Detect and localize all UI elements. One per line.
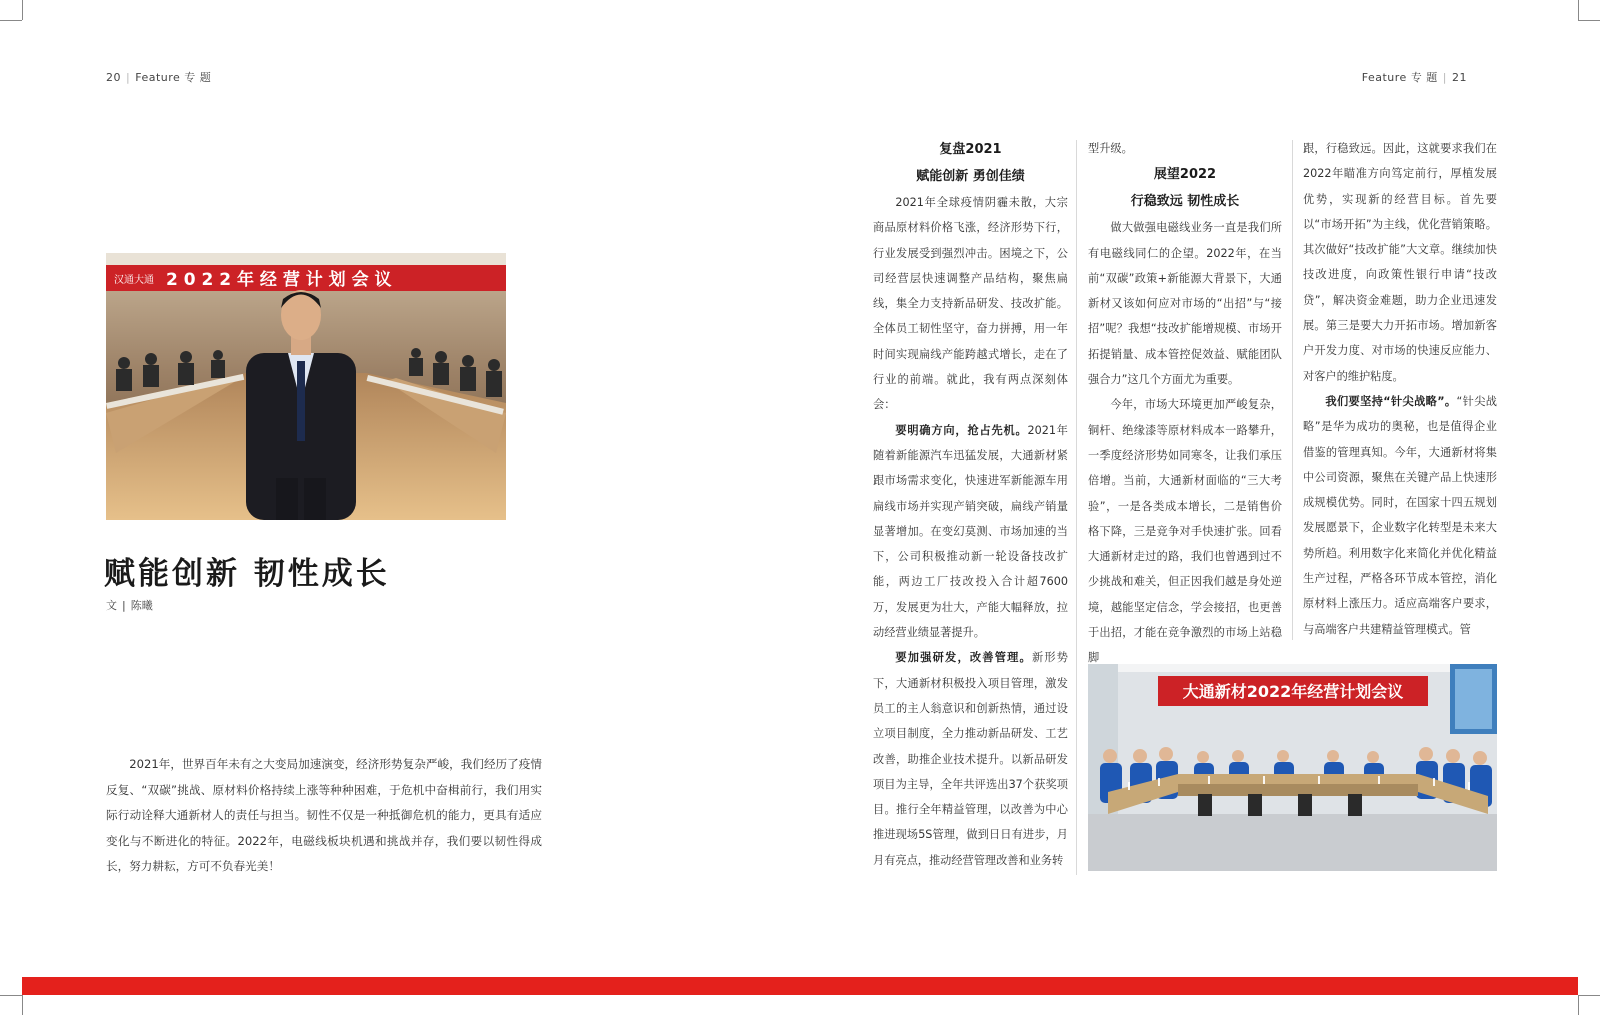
page-number: 20 — [106, 71, 121, 84]
column-rule — [1292, 140, 1293, 640]
section-label: Feature 专 题 — [135, 71, 212, 84]
crop-mark — [1578, 0, 1579, 20]
section-subheading: 赋能创新 勇创佳绩 — [916, 169, 1025, 184]
meeting-photo-illustration — [1088, 664, 1497, 871]
section-heading: 复盘2021 — [939, 142, 1002, 157]
intro-paragraph: 2021年，世界百年未有之大变局加速演变，经济形势复杂严峻，我们经历了疫情反复、“双碳”挑战、原材料价格持续上涨等种种困难，于危机中奋楫前行，我们用实际行动诠释大通新材人的责任与担当。韧性不仅是一种抵御危机的能力，更具有适应变化与不断进化的特征。2022年，电磁线板块机遇和挑战并存，我们要以韧性得成长，努力耕耘，方可不负春光美！ — [106, 757, 542, 874]
body-paragraph: 做大做强电磁线业务一直是我们所有电磁线同仁的企望。2022年，在当前“双碳”政策+新能源大背景下，大通新材又该如何应对市场的“出招”与“接招”呢？我想“技改扩能增规模、市场开拓提销量、成本管控促效益、赋能团队强合力”这几个方面尤为重要。 — [1088, 221, 1282, 387]
speaker-photo-illustration — [106, 253, 506, 520]
paragraph-text: 新形势下，大通新材积极投入项目管理，激发员工的主人翁意识和创新热情，通过设立项目制度，全力推动新品研发、工艺改善，助推企业技术提升。以新品研发项目为主导，全年共评选出37个获奖项目。推行全年精益管理，以改善为中心推进现场5S管理，做到日日有进步，月月有亮点，推动经营管理改善和业务转 — [873, 651, 1068, 867]
paragraph-lead: 要明确方向，抢占先机。 — [895, 423, 1028, 437]
crop-mark — [1578, 995, 1579, 1015]
body-continuation: 跟，行稳致远。因此，这就要求我们在2022年瞄准方向笃定前行，厚植发展优势，实现新的经营目标。首先要以“市场开拓”为主线，优化营销策略。其次做好“技改扩能”大文章。继续加快技改进度，向政策性银行申请“技改贷”，解决资金难题，助力企业迅速发展。第三是要大力开拓市场。增加新客户开发力度、对市场的快速反应能力、对客户的维护粘度。 — [1303, 142, 1497, 383]
divider: | — [122, 599, 126, 612]
paragraph-lead: 我们要坚持“针尖战略”。 — [1325, 394, 1457, 408]
paragraph-text: 2021年随着新能源汽车迅猛发展，大通新材紧跟市场需求变化，快速进军新能源车用扁线市场并实现产销突破，扁线产销量显著增加。在变幻莫测、市场加速的当下，公司积极推动新一轮设备技改扩能，两边工厂技改投入合计超7600万，发展更为壮大，产能大幅释放，拉动经营业绩显著提升。 — [873, 423, 1068, 640]
body-paragraph — [1303, 389, 1497, 642]
article-title: 赋能创新 韧性成长 — [104, 556, 390, 592]
body-paragraph: 2021年全球疫情阴霾未散，大宗商品原材料价格飞涨，经济形势下行，行业发展受到强烈冲击。困境之下，公司经营层快速调整产品结构，聚焦扁线，集全力支持新品研发、技改扩能。全体员工韧性坚守，奋力拼搏，用一年时间实现扁线产能跨越式增长，走在了行业的前端。就此，我有两点深刻体会： — [873, 196, 1068, 412]
byline-prefix: 文 — [106, 599, 117, 612]
crop-mark — [0, 995, 22, 996]
running-head-right — [1362, 69, 1467, 85]
speaker-photo — [106, 253, 506, 520]
body-paragraph — [873, 645, 1068, 873]
crop-mark — [1578, 995, 1600, 996]
page-number: 21 — [1452, 71, 1467, 84]
crop-mark — [22, 0, 23, 20]
footer-accent-bar — [22, 977, 1578, 995]
body-paragraph: 今年，市场大环境更加严峻复杂，铜杆、绝缘漆等原材料成本一路攀升，一季度经济形势如同寒冬，让我们承压倍增。当前，大通新材面临的“三大考验”，一是各类成本增长，二是销售价格下降，三是竞争对手快速扩张。回看大通新材走过的路，我们也曾遇到过不少挑战和难关，但正因我们越是身处逆境，越能坚定信念，学会接招，也更善于出招，才能在竞争激烈的市场上站稳脚 — [1088, 398, 1282, 665]
section-label: Feature 专 题 — [1361, 71, 1438, 84]
meeting-photo — [1088, 664, 1497, 871]
column-rule — [1076, 140, 1077, 875]
crop-mark — [0, 20, 22, 21]
banner-logo: 汉通大通 — [114, 275, 154, 286]
section-subheading: 行稳致远 韧性成长 — [1130, 194, 1240, 210]
divider: | — [126, 71, 131, 84]
body-column-2 — [1088, 136, 1282, 671]
banner-text: 大通新材2022年经营计划会议 — [1182, 682, 1404, 701]
author-name: 陈曦 — [130, 599, 153, 612]
body-paragraph — [873, 418, 1068, 646]
body-column-1 — [873, 136, 1068, 873]
body-column-3 — [1303, 136, 1497, 642]
paragraph-text: “针尖战略”是华为成功的奥秘，也是值得企业借鉴的管理真知。今年，大通新材将集中公司资源，聚焦在关键产品上快速形成规模优势。同时，在国家十四五规划发展愿景下，企业数字化转型是未来大势所趋。利用数字化来简化并优化精益生产过程，严格各环节成本管控，消化原材料上涨压力。适应高端客户要求，与高端客户共建精益管理模式。管 — [1303, 394, 1497, 636]
paragraph-lead: 要加强研发，改善管理。 — [895, 651, 1032, 665]
crop-mark — [22, 995, 23, 1015]
body-continuation: 型升级。 — [1088, 142, 1133, 155]
banner-text: 2 0 2 2 年 经 营 计 划 会 议 — [166, 270, 392, 290]
crop-mark — [1578, 20, 1600, 21]
divider: | — [1442, 71, 1447, 84]
section-heading: 展望2022 — [1153, 167, 1217, 183]
byline — [106, 597, 153, 613]
running-head-left — [106, 69, 211, 85]
